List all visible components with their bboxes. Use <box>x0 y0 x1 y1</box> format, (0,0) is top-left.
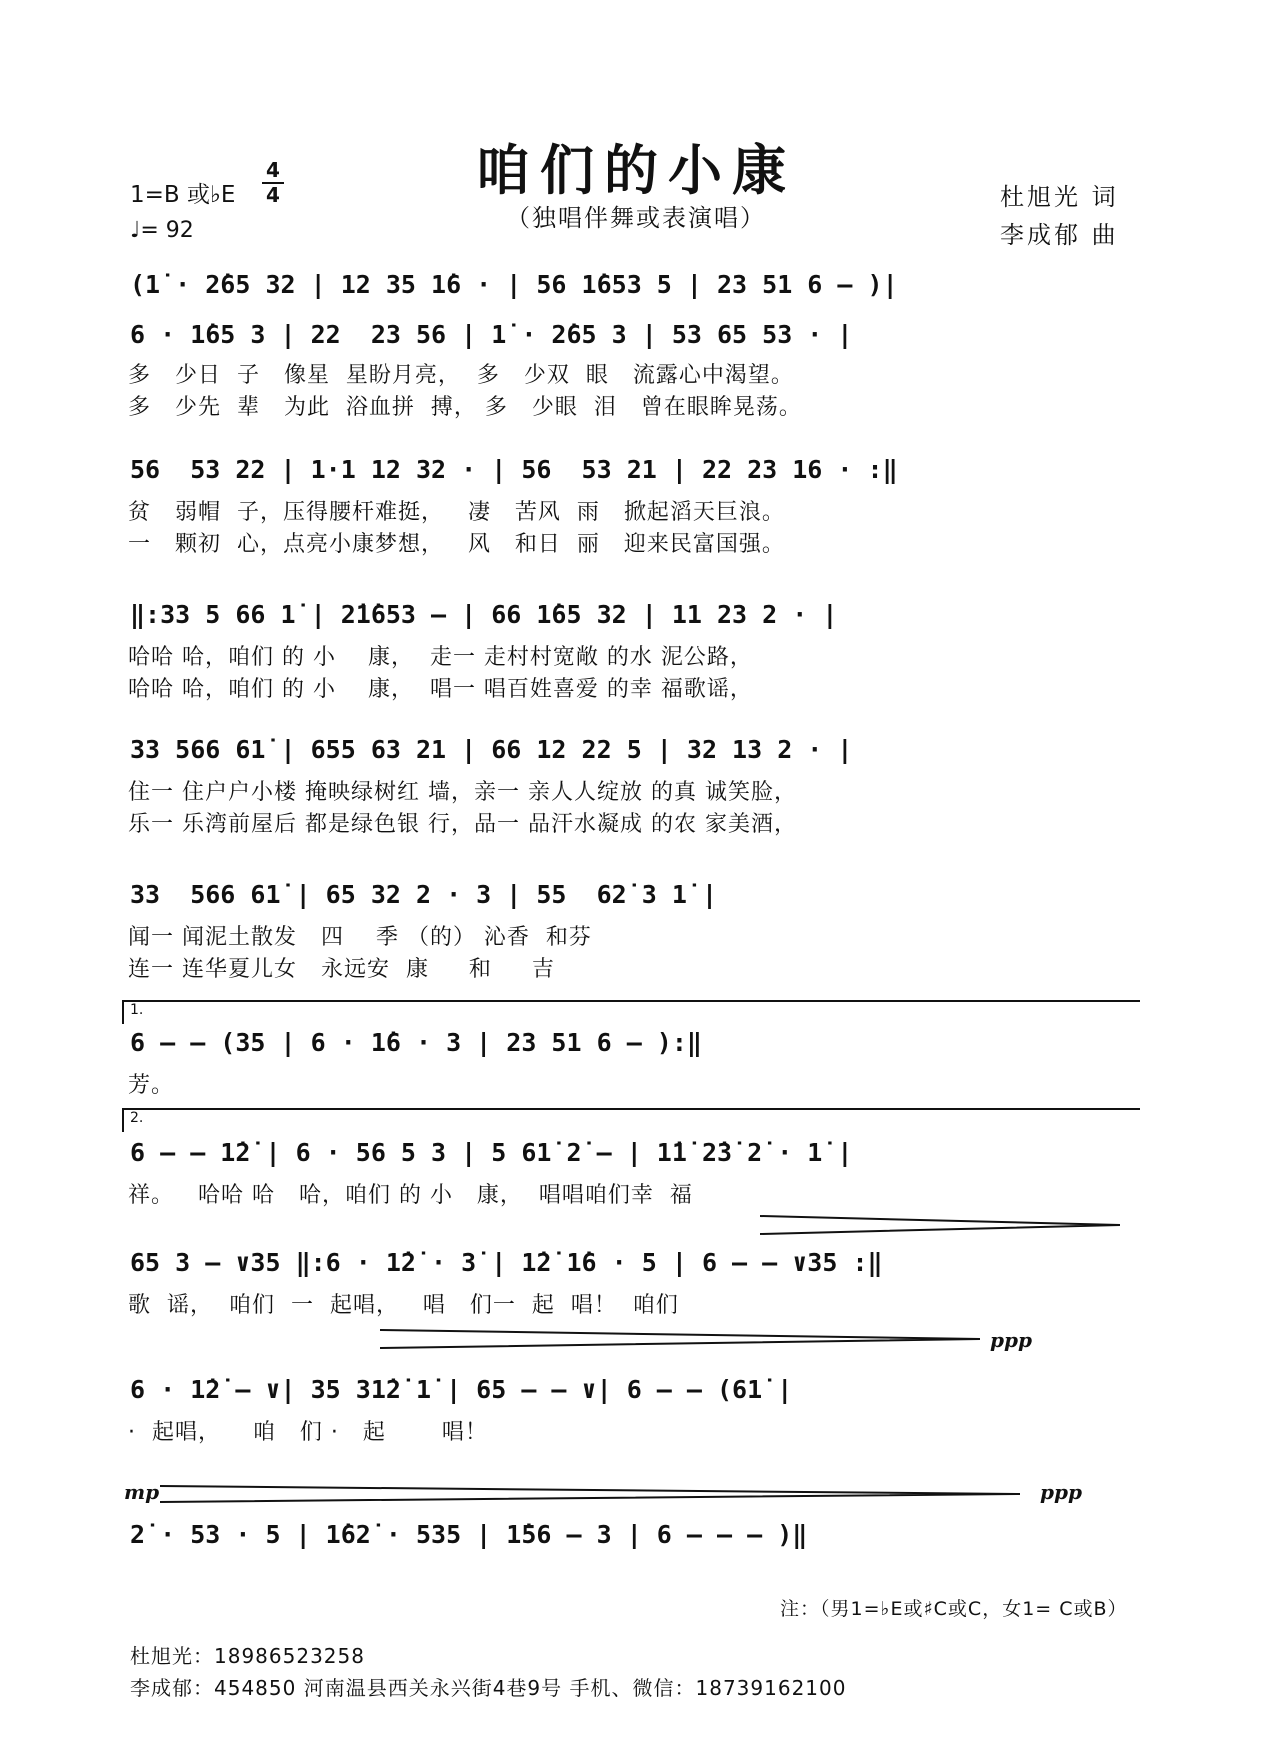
lyricist-credit: 杜旭光 词 <box>1000 183 1119 211</box>
dynamic-marking: ppp <box>1040 1480 1082 1504</box>
credits <box>1000 178 1119 254</box>
song-title: 咱们的小康 <box>476 138 796 202</box>
lyric-line: 芳。 <box>128 1073 175 1098</box>
contact-line: 李成郁：454850 河南温县西关永兴街4巷9号 手机、微信：18739162100 <box>130 1676 847 1700</box>
volta-label: 1. <box>130 1002 144 1018</box>
notation-line: ‖:33 5 66 1̇ | 2̇1̇653 – | 66 1̇65 32 | 11 23 2 · | <box>130 600 838 629</box>
lyric-line: 乐一 乐湾前屋后 都是绿色银 行，品一 品汗水凝成 的农 家美酒， <box>128 812 797 837</box>
lyric-line: 连一 连华夏儿女 永远安 康 和 吉 <box>128 957 555 982</box>
lyric-line: 歌 谣， 咱们 一 起唱， 唱 们一 起 唱！ 咱们 <box>128 1293 679 1318</box>
lyric-line: 一 颗初 心，点亮小康梦想， 风 和日 丽 迎来民富国强。 <box>128 532 785 557</box>
lyric-line: 多 少先 辈 为此 浴血拼 搏， 多 少眼 泪 曾在眼眸晃荡。 <box>128 395 802 420</box>
lyric-line: 多 少日 子 像星 星盼月亮， 多 少双 眼 流露心中渴望。 <box>128 363 794 388</box>
time-signature-top: 4 <box>266 158 280 182</box>
diminuendo-hairpin <box>760 1214 1120 1236</box>
notation-line: 33 566 61̇ | 65 32 2 · 3 | 55 62̇ 3 1̇ | <box>130 880 717 909</box>
lyric-line: 贫 弱帽 子，压得腰杆难挺， 凄 苦风 雨 掀起滔天巨浪。 <box>128 500 785 525</box>
volta-bracket <box>122 1108 1140 1132</box>
notation-line: 6 · 1̇65 3 | 22 23 56 | 1̇ · 2̇65 3 | 53 65 53 · | <box>130 320 853 349</box>
contact-line: 杜旭光：18986523258 <box>130 1644 365 1668</box>
notation-line: 6 – – 1̇2̇ | 6 · 56 5 3 | 5 61̇ 2̇ – | 1̇1̇ 2̇3̇ 2̇ · 1̇ | <box>130 1138 853 1167</box>
notation-line: 56 53 22 | 1·1 12 32 · | 56 53 21 | 22 23 16 · :‖ <box>130 455 898 484</box>
time-signature-bottom: 4 <box>266 183 280 207</box>
lyric-line: · 起唱， 咱 们 · 起 唱！ <box>128 1420 488 1445</box>
lyric-line: 住一 住户户小楼 掩映绿树红 墙，亲一 亲人人绽放 的真 诚笑脸， <box>128 780 797 805</box>
composer-credit: 李成郁 曲 <box>1000 221 1119 249</box>
notation-line: 65 3 – ∨35 ‖:6 · 1̇2̇ · 3̇ | 1̇2̇ 1̇6 · 5 | 6 – – ∨35 :‖ <box>130 1248 883 1277</box>
notation-line: 6 – – (35 | 6 · 1̇6 · 3 | 23 51 6 – ):‖ <box>130 1028 702 1057</box>
volta-bracket <box>122 1000 1140 1024</box>
diminuendo-hairpin <box>160 1484 1020 1504</box>
volta-label: 2. <box>130 1110 144 1126</box>
notation-line: (1̇ · 2̇65 32 | 12 35 1̇6 · | 56 1̇653 5 | 23 51 6 – )| <box>130 270 898 299</box>
footnote: 注：（男1=♭E或♯C或C，女1= C或B） <box>780 1598 1128 1620</box>
dynamic-marking: ppp <box>990 1328 1032 1352</box>
lyric-line: 哈哈 哈，咱们 的 小 康， 唱一 唱百姓喜爱 的幸 福歌谣， <box>128 677 753 702</box>
song-subtitle: （独唱伴舞或表演唱） <box>506 204 766 232</box>
tempo-marking: ♩= 92 <box>130 218 194 243</box>
dynamic-marking: mp <box>124 1480 160 1504</box>
diminuendo-hairpin <box>380 1328 980 1350</box>
notation-line: 33 566 61̇ | 655 63 21 | 66 12 22 5 | 32 13 2 · | <box>130 735 853 764</box>
lyric-line: 哈哈 哈，咱们 的 小 康， 走一 走村村宽敞 的水 泥公路， <box>128 645 753 670</box>
time-signature <box>262 160 284 206</box>
notation-line: 2̇ · 53 · 5 | 1̇62̇ · 535 | 1̇56 – 3 | 6 – – – )‖ <box>130 1520 808 1549</box>
lyric-line: 闻一 闻泥土散发 四 季 （的） 沁香 和芬 <box>128 925 592 950</box>
lyric-line: 祥。 哈哈 哈 哈，咱们 的 小 康， 唱唱咱们幸 福 <box>128 1183 693 1208</box>
key-signature: 1=B 或♭E <box>130 182 236 208</box>
notation-line: 6 · 1̇2̇ – ∨| 35 31̇2̇ 1̇ | 65 – – ∨| 6 – – (61̇ | <box>130 1375 793 1404</box>
